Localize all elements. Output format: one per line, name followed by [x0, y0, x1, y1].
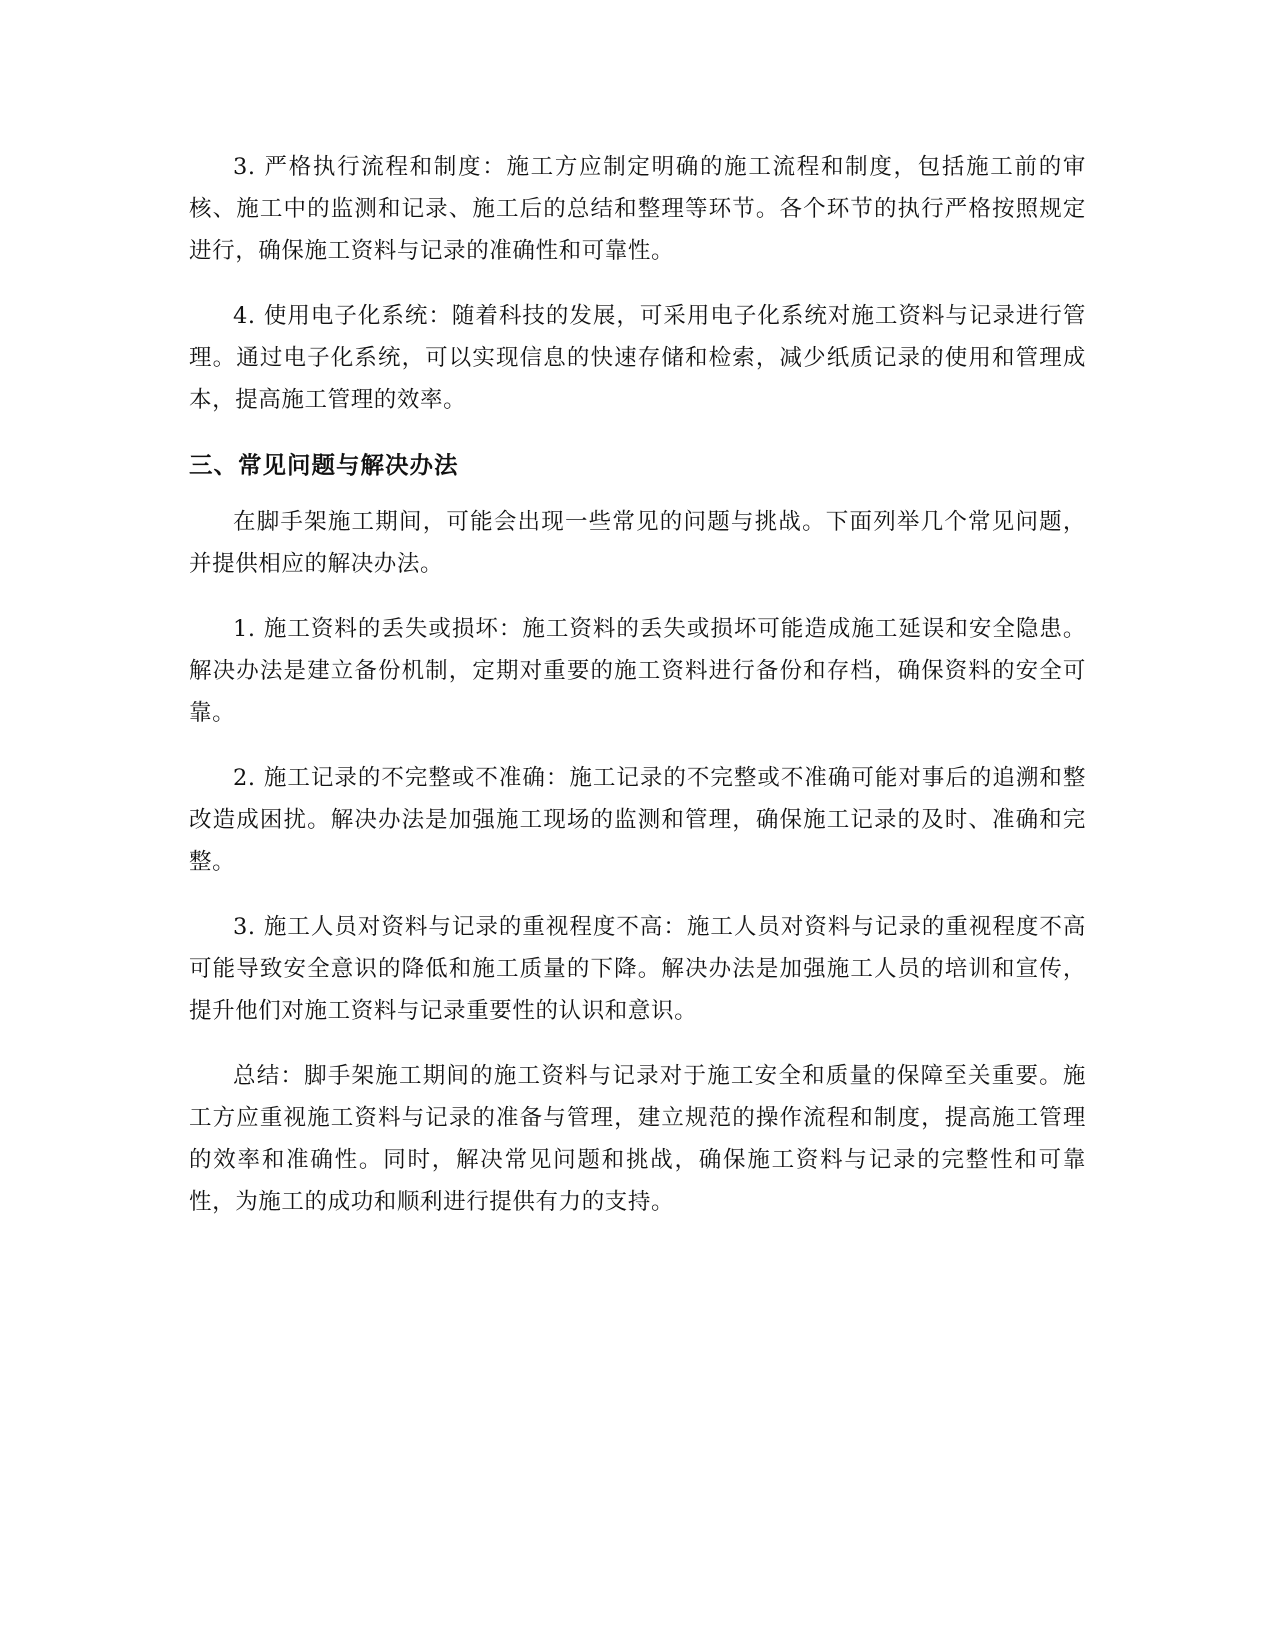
paragraph-summary: 总结：脚手架施工期间的施工资料与记录对于施工安全和质量的保障至关重要。施工方应重视施工资料与记录的准备与管理，建立规范的操作流程和制度，提高施工管理的效率和准确性。同时，解决常见问题和挑战，确保施工资料与记录的完整性和可靠性，为施工的成功和顺利进行提供有力的支持。	[189, 1063, 1086, 1215]
paragraph-electronic-system: 4. 使用电子化系统：随着科技的发展，可采用电子化系统对施工资料与记录进行管理。通过电子化系统，可以实现信息的快速存储和检索，减少纸质记录的使用和管理成本，提高施工管理的效率。	[189, 303, 1086, 413]
paragraph-section-intro: 在脚手架施工期间，可能会出现一些常见的问题与挑战。下面列举几个常见问题，并提供相应的解决办法。	[189, 509, 1086, 577]
paragraph-problem-low-awareness: 3. 施工人员对资料与记录的重视程度不高：施工人员对资料与记录的重视程度不高可能导致安全意识的降低和施工质量的下降。解决办法是加强施工人员的培训和宣传，提升他们对施工资料与记录重要性的认识和意识。	[189, 914, 1086, 1024]
document-body	[189, 146, 1086, 1246]
paragraph-problem-incomplete-records: 2. 施工记录的不完整或不准确：施工记录的不完整或不准确可能对事后的追溯和整改造成困扰。解决办法是加强施工现场的监测和管理，确保施工记录的及时、准确和完整。	[189, 765, 1086, 875]
section-heading-common-problems: 三、常见问题与解决办法	[189, 451, 459, 479]
paragraph-process-rules: 3. 严格执行流程和制度：施工方应制定明确的施工流程和制度，包括施工前的审核、施工中的监测和记录、施工后的总结和整理等环节。各个环节的执行严格按照规定进行，确保施工资料与记录的准确性和可靠性。	[189, 154, 1086, 264]
paragraph-problem-loss-damage: 1. 施工资料的丢失或损坏：施工资料的丢失或损坏可能造成施工延误和安全隐患。解决办法是建立备份机制，定期对重要的施工资料进行备份和存档，确保资料的安全可靠。	[189, 616, 1086, 726]
